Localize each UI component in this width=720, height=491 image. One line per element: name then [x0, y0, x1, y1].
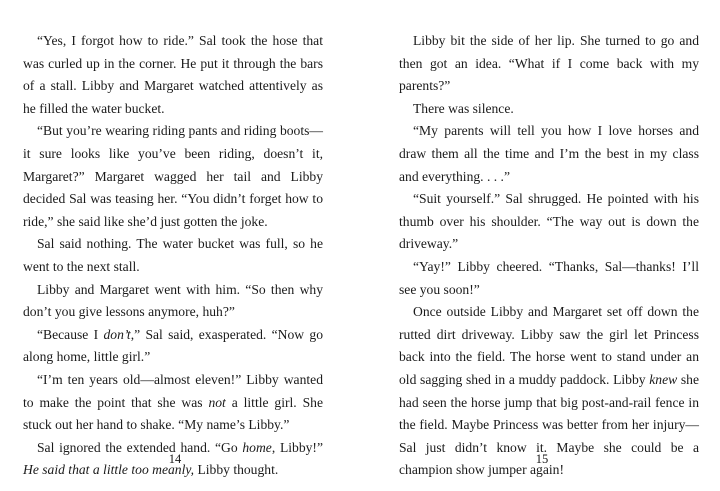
left-page-text — [23, 30, 323, 482]
right-page-text — [399, 30, 699, 482]
left-page — [23, 30, 323, 482]
right-page — [399, 30, 699, 482]
paragraph: “Yay!” Libby cheered. “Thanks, Sal—thanks! I’ll see you soon!” — [399, 258, 699, 297]
paragraph: “Because I don’t,” Sal said, exasperated. “Now go along home, little girl.” — [23, 326, 323, 365]
paragraph: “Suit yourself.” Sal shrugged. He pointed with his thumb over his shoulder. “The way out is down the driveway.” — [399, 191, 699, 252]
italic-text: knew — [649, 371, 678, 387]
paragraph: Once outside Libby and Margaret set off down the rutted dirt driveway. Libby saw the girl let Princess back into the field. The horse went to stand under an old sagging shed in a muddy paddock. Libby knew she had seen the horse jump that big post-and-rail fence in the field. Maybe Princess was better from her injury—Sal just didn’t know it. Maybe she could be a champion show jumper again! — [399, 304, 699, 478]
paragraph: Sal ignored the extended hand. “Go home, Libby!” He said that a little too meanly, Libby thought. — [23, 439, 323, 478]
paragraph: Sal said nothing. The water bucket was full, so he went to the next stall. — [23, 236, 323, 274]
paragraph: “My parents will tell you how I love horses and draw them all the time and I’m the best in my class and everything. . . .” — [399, 123, 699, 184]
italic-text: home — [242, 439, 272, 455]
paragraph: Libby and Margaret went with him. “So then why don’t you give lessons anymore, huh?” — [23, 281, 323, 320]
italic-text: don’t — [103, 326, 131, 342]
paragraph: “I’m ten years old—almost eleven!” Libby wanted to make the point that she was not a little girl. She stuck out her hand to shake. “My name’s Libby.” — [23, 371, 323, 433]
page-number-right: 15 — [535, 452, 549, 466]
italic-text: not — [208, 394, 226, 410]
paragraph: “But you’re wearing riding pants and riding boots—it sure looks like you’ve been riding, doesn’t it, Margaret?” Margaret wagged her tail and Libby decided Sal was teasing her. “You didn’t forget how to ride,” she said like she’d just gotten the joke. — [23, 123, 323, 229]
italic-text: He said that a little too meanly, — [23, 462, 195, 478]
paragraph: “Yes, I forgot how to ride.” Sal took the hose that was curled up in the corner. He put it through the bars of a stall. Libby and Margaret watched attentively as he filled the water bucket. — [23, 33, 323, 116]
paragraph: Libby bit the side of her lip. She turned to go and then got an idea. “What if I come back with my parents?” — [399, 33, 699, 94]
page-number-left: 14 — [168, 452, 182, 466]
paragraph: There was silence. — [413, 100, 514, 116]
